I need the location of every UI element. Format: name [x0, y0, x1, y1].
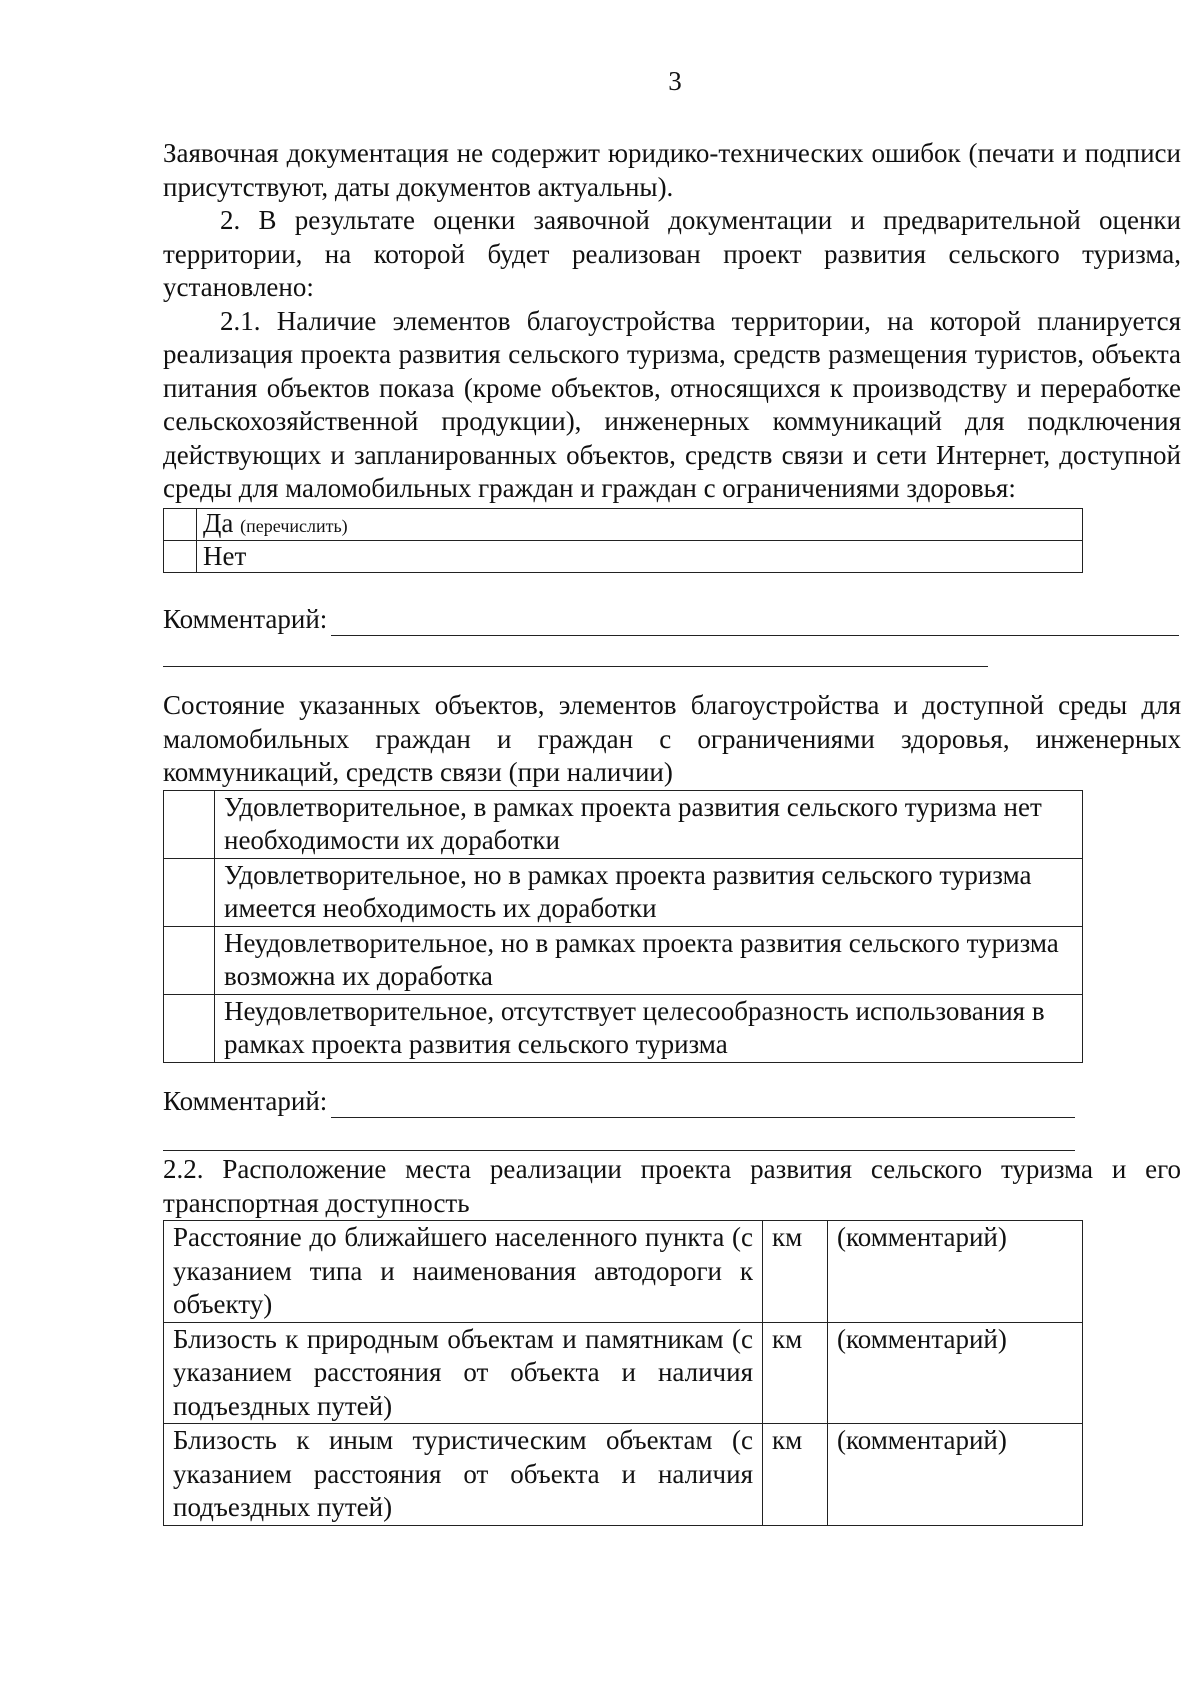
comment-line-2	[163, 1085, 1075, 1119]
option-no-checkbox[interactable]	[164, 540, 197, 572]
location-row	[164, 1221, 1083, 1323]
comment-label-1: Комментарий:	[163, 603, 328, 634]
paragraph-2-1: 2.1. Наличие элементов благоустройства территории, на которой планируется реализация проекта развития сельского туризма, средств размещения туристов, объекта питания объектов показа (кроме объектов, относящихся к производству и переработке сельскохозяйственной продукции), инженерных коммуникаций для подключения действующих и запланированных объектов, средств связи и сети Интернет, доступной среды для маломобильных граждан и граждан с ограничениями здоровья:	[163, 305, 1181, 503]
condition-option-checkbox-3[interactable]	[164, 926, 215, 994]
option-no-label: Нет	[197, 540, 1083, 572]
comment-input-2[interactable]	[331, 1093, 1075, 1118]
paragraph-state: Состояние указанных объектов, элементов благоустройства и доступной среды для маломобильных граждан и граждан с ограничениями здоровья, инженерных коммуникаций, средств связи (при наличии)	[163, 690, 1181, 787]
condition-option-checkbox-1[interactable]	[164, 790, 215, 858]
option-no-row	[164, 540, 1083, 572]
paragraph-intro: Заявочная документация не содержит юридико-технических ошибок (печати и подписи присутствуют, даты документов актуальны).	[163, 138, 1181, 202]
option-yes-row	[164, 508, 1083, 540]
condition-option-label-3: Неудовлетворительное, но в рамках проекта развития сельского туризма возможна их доработка	[215, 926, 1083, 994]
paragraph-2: 2. В результате оценки заявочной документации и предварительной оценки территории, на которой будет реализован проект развития сельского туризма, установлено:	[163, 205, 1181, 302]
condition-option-label-4: Неудовлетворительное, отсутствует целесообразность использования в рамках проекта развития сельского туризма	[215, 994, 1083, 1062]
comment-label-2: Комментарий:	[163, 1085, 328, 1116]
condition-option-checkbox-2[interactable]	[164, 858, 215, 926]
location-row-comment[interactable]: (комментарий)	[828, 1322, 1083, 1424]
condition-options-table	[163, 790, 1083, 1063]
facilities-presence-table	[163, 508, 1083, 573]
comment-input-1[interactable]	[331, 611, 1179, 636]
condition-option-row	[164, 926, 1083, 994]
condition-option-row	[164, 858, 1083, 926]
location-row	[164, 1424, 1083, 1526]
location-row-unit: км	[763, 1322, 828, 1424]
option-yes-note: (перечислить)	[240, 515, 348, 536]
condition-option-row	[164, 994, 1083, 1062]
condition-option-label-2: Удовлетворительное, но в рамках проекта развития сельского туризма имеется необходимость их доработки	[215, 858, 1083, 926]
document-body	[163, 137, 1181, 1526]
location-row	[164, 1322, 1083, 1424]
option-yes-checkbox[interactable]	[164, 508, 197, 540]
paragraph-2-2: 2.2. Расположение места реализации проекта развития сельского туризма и его транспортная доступность	[163, 1154, 1181, 1218]
comment-line-1	[163, 603, 1179, 637]
condition-option-row	[164, 790, 1083, 858]
condition-option-checkbox-4[interactable]	[164, 994, 215, 1062]
comment-continuation-line-1[interactable]	[163, 636, 988, 667]
location-row-unit: км	[763, 1424, 828, 1526]
location-row-comment[interactable]: (комментарий)	[828, 1424, 1083, 1526]
location-row-description: Близость к иным туристическим объектам (с указанием расстояния от объекта и наличия подъездных путей)	[164, 1424, 763, 1526]
condition-option-label-1: Удовлетворительное, в рамках проекта развития сельского туризма нет необходимости их доработки	[215, 790, 1083, 858]
location-row-description: Близость к природным объектам и памятникам (с указанием расстояния от объекта и наличия подъездных путей)	[164, 1322, 763, 1424]
option-yes-label: Да	[203, 507, 234, 538]
location-row-unit: км	[763, 1221, 828, 1323]
location-row-comment[interactable]: (комментарий)	[828, 1221, 1083, 1323]
location-row-description: Расстояние до ближайшего населенного пункта (с указанием типа и наименования автодороги к объекту)	[164, 1221, 763, 1323]
option-yes-label-cell	[197, 508, 1083, 540]
page-number: 3	[668, 66, 682, 96]
comment-continuation-line-2[interactable]	[163, 1118, 1075, 1151]
location-accessibility-table	[163, 1220, 1083, 1526]
